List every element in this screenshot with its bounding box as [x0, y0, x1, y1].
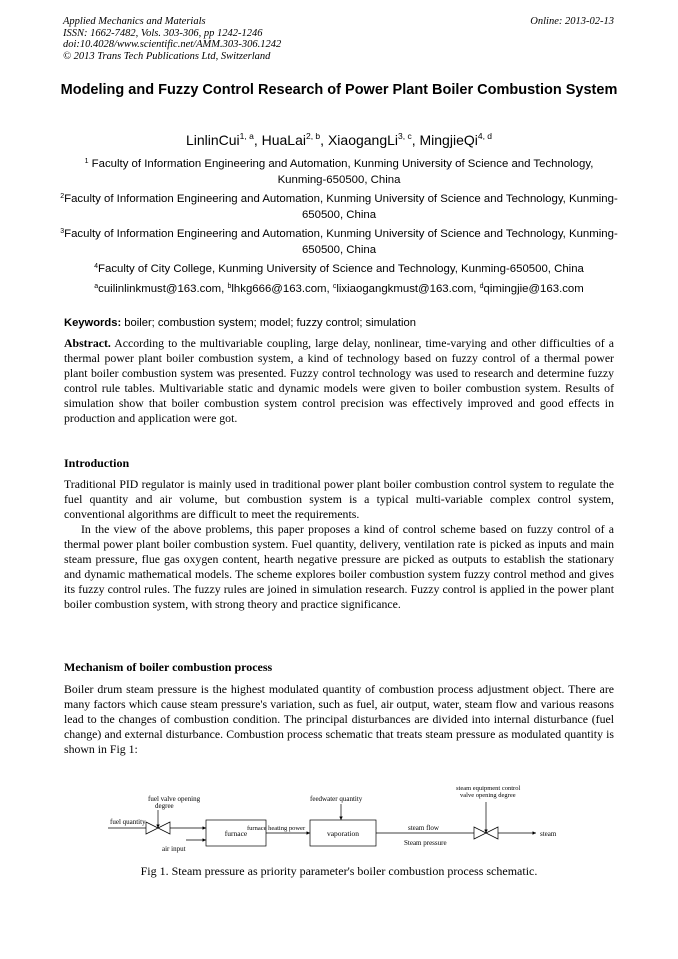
email-link[interactable]: lhkg666@163.com,	[231, 282, 333, 295]
steam-flow-label: steam flow	[408, 824, 439, 832]
paragraph: Boiler drum steam pressure is the highest modulated quantity of combustion process adjustment object. There are many factors which cause steam pressure's variation, such as fuel, air output, water, steam flow and various reasons lead to the changes of combustion condition. The principal disturbances are divided into internal disturbance (fuel change) and external disturbance. Combustion process schematic that treats steam pressure as modulated quantity is shown in Fig 1:	[64, 682, 614, 756]
author: HuaLai$^{2, b}$,	[261, 131, 328, 148]
keywords	[64, 316, 616, 330]
author: LinlinCui$^{1, a}$,	[185, 131, 262, 148]
affiliation: $^1$ Faculty of Information Engineering and Automation, Kunming University of Science and Technology, Kunming-650500, China	[84, 158, 594, 186]
fuel-valve-label: fuel valve opening	[148, 795, 201, 803]
affiliation: $^2$Faculty of Information Engineering and Automation, Kunming University of Science and Technology, Kunming-650500, China	[60, 193, 618, 221]
mechanism-heading: Mechanism of boiler combustion process	[64, 660, 273, 674]
keywords-text: boiler; combustion system; model; fuzzy control; simulation	[121, 317, 416, 329]
steam-label: steam	[540, 830, 557, 838]
affiliation-list	[60, 157, 618, 297]
combustion-schematic	[108, 780, 568, 860]
keywords-label: Keywords:	[64, 317, 122, 329]
paragraph: Traditional PID regulator is mainly used in traditional power plant boiler combustion control system to regulate the fuel quantity and air volume, but combustion system is a typical multi-variable complex control system, conventional algorithms are difficult to meet the requirements.	[64, 477, 614, 521]
paper-title: Modeling and Fuzzy Control Research of Power Plant Boiler Combustion System	[60, 82, 618, 98]
paragraph: In the view of the above problems, this paper proposes a kind of control scheme based on fuzzy control of a thermal power plant boiler combustion system. Fuel quantity, delivery, ventilation rate is picked as inputs and main steam pressure, flue gas oxygen content, hearth negative pressure are picked as outputs to establish the stationary and dynamic mathematical models. The scheme explores boiler combustion system fuzzy control method and gives its fuzzy control rules. The fuzzy rules are joined in simulation research. Fuzzy control is applied in the power plant boiler combustion system, with strong theory and practice significance.	[64, 522, 614, 611]
email-link[interactable]: lixiaogangkmust@163.com,	[336, 282, 480, 295]
air-input-label: air input	[162, 845, 186, 853]
abstract-label: Abstract.	[64, 336, 111, 350]
author: MingjieQi$^{4, d}$	[419, 131, 493, 148]
fuel-quantity-label: fuel quantity	[110, 818, 146, 826]
introduction-heading: Introduction	[64, 456, 130, 470]
furnace-label: furnace	[224, 829, 248, 838]
author-list	[60, 131, 618, 149]
furnace-power-label: furnace heating power	[247, 825, 306, 832]
affiliation: $^3$Faculty of Information Engineering and Automation, Kunming University of Science and Technology, Kunming-650500, China	[60, 228, 618, 256]
journal-issn: ISSN: 1662-7482, Vols. 303-306, pp 1242-1246	[63, 27, 263, 39]
journal-name: Applied Mechanics and Materials	[63, 16, 206, 27]
email-link[interactable]: qimingjie@163.com	[483, 282, 584, 295]
author: XiaogangLi$^{3, c}$,	[327, 131, 420, 148]
journal-doi: doi:10.4028/www.scientific.net/AMM.303-306.1242	[63, 39, 282, 51]
vaporation-label: vaporation	[326, 829, 360, 838]
steam-valve-label: valve opening degree	[460, 792, 516, 799]
figure-caption: Fig 1. Steam pressure as priority parameter's boiler combustion process schematic.	[140, 864, 538, 878]
abstract	[64, 336, 614, 426]
mechanism-body	[64, 682, 614, 757]
steam-pressure-label: Steam pressure	[404, 839, 447, 847]
fuel-valve-label: degree	[155, 802, 174, 810]
journal-header	[63, 16, 281, 62]
abstract-text: According to the multivariable coupling, large delay, nonlinear, time-varying and other difficulties of a thermal power plant boiler combustion system, a kind of technology based on fuzzy control of a thermal power plant boiler combustion system was presented. Fuzzy control technology was used to research and determine fuzzy control rule tables. Multivariable static and dynamic models were given to boiler combustion system. Results of simulation show that boiler combustion system control precision was effectively improved and good effects in production and application were got.	[64, 336, 614, 425]
journal-copyright: © 2013 Trans Tech Publications Ltd, Switzerland	[63, 50, 271, 62]
email-list: $^a$cuilinlinkmust@163.com, $^b$lhkg666@163.com, $^c$lixiaogangkmust@163.com, $^d$qimingjie@163.com	[94, 282, 584, 295]
online-date: Online: 2013-02-13	[530, 16, 614, 27]
feedwater-label: feedwater quantity	[310, 795, 363, 803]
email-link[interactable]: cuilinlinkmust@163.com,	[98, 282, 228, 295]
affiliation: $^4$Faculty of City College, Kunming University of Science and Technology, Kunming-650500, China	[94, 263, 584, 275]
introduction-body	[64, 477, 614, 612]
steam-valve-label: steam equipment control	[456, 785, 521, 792]
